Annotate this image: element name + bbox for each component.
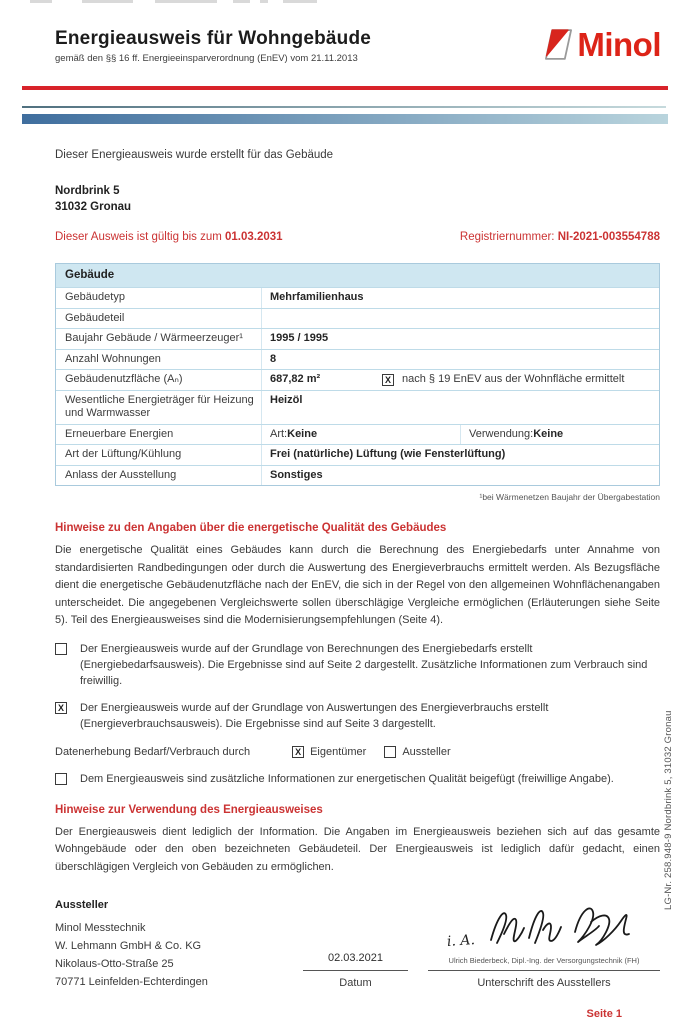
validity-left	[55, 230, 283, 245]
document-body	[55, 140, 660, 1022]
checkbox-item-verbrauchsausweis	[55, 700, 660, 732]
issuer-line: Nikolaus-Otto-Straße 25	[55, 958, 174, 970]
verbrauchsausweis-checkbox: X	[55, 702, 67, 714]
minol-logo-icon	[545, 29, 572, 65]
data-collection-row	[55, 745, 660, 760]
table-row	[56, 465, 659, 486]
row-label: Gebäudeteil	[65, 311, 125, 324]
renewable-art-value: Keine	[287, 427, 318, 440]
row-label: Gebäudetyp	[65, 291, 125, 303]
row-value	[261, 309, 659, 329]
minol-logo	[545, 26, 661, 65]
date-column	[303, 951, 408, 991]
date-label: Datum	[339, 977, 372, 989]
signature-label: Unterschrift des Ausstellers	[477, 977, 611, 989]
page-number: Seite 1	[586, 1008, 622, 1020]
registry-right	[460, 230, 660, 245]
row-label: Erneuerbare Energien	[65, 427, 174, 440]
quality-section-heading: Hinweise zu den Angaben über die energetische Qualität des Gebäudes	[55, 522, 447, 534]
registry-label: Registriernummer:	[459, 231, 555, 243]
thin-gradient-divider	[22, 106, 666, 108]
scan-artifact-dash	[30, 0, 52, 3]
row-label: Wesentliche Energieträger für Heizung und Warmwasser	[65, 393, 254, 419]
row-label: Baujahr Gebäude / Wärmeerzeuger¹	[65, 332, 243, 344]
issuer-checkbox	[384, 746, 396, 758]
table-row	[56, 349, 659, 370]
blue-gradient-bar	[22, 114, 668, 124]
row-label: Gebäudenutzfläche (Aₙ)	[65, 373, 183, 385]
intro-line: Dieser Energieausweis wurde erstellt für das Gebäude	[55, 149, 334, 161]
address-street: Nordbrink 5	[55, 185, 120, 197]
renewable-usage-value: Keine	[533, 427, 564, 440]
verbrauchsausweis-text: Der Energieausweis wurde auf der Grundlage von Auswertungen des Energieverbrauchs erstellt (Energieverbrauchsausweis). Die Ergebnisse sind auf Seite 3 dargestellt.	[80, 701, 549, 730]
scan-artifact-dash	[155, 0, 217, 3]
bedarfsausweis-checkbox	[55, 643, 67, 655]
table-row-area	[56, 369, 659, 390]
checkbox-item-bedarfsausweis	[55, 641, 660, 689]
table-row-renewable	[56, 424, 659, 445]
table-footnote: ¹bei Wärmenetzen Baujahr der Übergabestation	[479, 492, 660, 502]
data-collection-owner	[292, 745, 366, 760]
building-table-title: Gebäude	[56, 264, 659, 287]
issue-date: 02.03.2021	[303, 951, 408, 971]
row-value: 687,82 m²	[261, 370, 374, 390]
row-value: Mehrfamilienhaus	[261, 288, 659, 308]
building-table	[55, 263, 660, 486]
issuer-line: W. Lehmann GmbH & Co. KG	[55, 940, 202, 952]
bedarfsausweis-text: Der Energieausweis wurde auf der Grundlage von Berechnungen des Energiebedarfs erstellt (Energiebedarfsausweis). Die Ergebnisse sind auf Seite 2 dargestellt. Zusätzliche Informationen zum Verbrauch sind freiwillig.	[80, 642, 648, 687]
row-label: Anzahl Wohnungen	[65, 352, 161, 365]
issuer-line: Minol Messtechnik	[55, 922, 146, 934]
row-label: Art der Lüftung/Kühlung	[65, 448, 182, 460]
owner-label: Eigentümer	[310, 745, 367, 758]
area-method-cell	[374, 370, 659, 390]
scan-artifact-dash	[233, 0, 250, 3]
side-registration-note: LG-Nr. 258.948-9 Nordbrink 5, 31032 Gronau	[663, 710, 674, 910]
renewable-art-label: Art:	[270, 427, 288, 440]
minol-logo-text: Minol	[577, 26, 661, 63]
additional-info-text: Dem Energieausweis sind zusätzliche Informationen zur energetischen Qualität beigefügt (freiwillige Angabe).	[80, 772, 614, 785]
registry-number: NI-2021-003554788	[557, 231, 660, 243]
title-block	[55, 28, 371, 64]
data-collection-label: Datenerhebung Bedarf/Verbrauch durch	[55, 745, 251, 758]
table-row	[56, 308, 659, 329]
row-value: 8	[261, 350, 659, 370]
renewable-art-cell	[261, 425, 460, 445]
row-label: Anlass der Ausstellung	[65, 468, 177, 481]
validity-label: Dieser Ausweis ist gültig bis zum	[55, 231, 222, 243]
red-divider-bar	[22, 86, 668, 90]
scan-artifact-dash	[283, 0, 317, 3]
signature-prefix: i. A.	[446, 932, 476, 950]
checkbox-item-additional-info	[55, 771, 660, 787]
row-value: Frei (natürliche) Lüftung (wie Fensterlüftung)	[261, 445, 659, 465]
building-address	[55, 183, 660, 215]
table-row	[56, 287, 659, 308]
quality-section-body: Die energetische Qualität eines Gebäudes kann durch die Berechnung des Energiebedarfs unter Annahme von standardisierten Randbedingungen oder durch die Auswertung des Energieverbrauchs ermittelt werden. Als Bezugsfläche dient die energetische Gebäudenutzfläche nach der EnEV, die sich in der Regel von den allgemeinen Wohnflächenangaben unterscheidet. Die angegebenen Vergleichswerte sollen überschlägige Vergleiche ermöglichen (Erläuterungen siehe Seite 5). Teil des Energieausweises sind die Modernisierungsempfehlungen (Seite 4).	[55, 544, 660, 626]
issuer-line: 70771 Leinfelden-Echterdingen	[55, 976, 208, 988]
area-method-checkbox: X	[382, 374, 394, 386]
signature-column	[428, 903, 660, 991]
owner-checkbox: X	[292, 746, 304, 758]
issuer-signature-row	[55, 898, 660, 991]
validity-date: 01.03.2031	[225, 231, 283, 243]
scan-artifact-dash	[82, 0, 133, 3]
issuer-block	[55, 898, 303, 991]
scan-artifact-dash	[260, 0, 268, 3]
signatory-name: Ulrich Biederbeck, Dipl.-Ing. der Versorgungstechnik (FH)	[428, 953, 660, 971]
row-value: Heizöl	[261, 391, 659, 424]
page-title: Energieausweis für Wohngebäude	[55, 28, 372, 49]
area-method-note: nach § 19 EnEV aus der Wohnfläche ermittelt	[402, 373, 625, 385]
validity-line	[55, 230, 660, 245]
issuer-label: Aussteller	[402, 745, 451, 758]
renewable-usage-label: Verwendung:	[469, 427, 534, 440]
address-city: 31032 Gronau	[55, 201, 132, 213]
page-subtitle: gemäß den §§ 16 ff. Energieeinsparverordnung (EnEV) vom 21.11.2013	[55, 53, 358, 64]
renewable-usage-cell	[460, 425, 659, 445]
table-row	[56, 444, 659, 465]
table-row	[56, 390, 659, 424]
additional-info-checkbox	[55, 773, 67, 785]
signature-image	[483, 900, 641, 957]
data-collection-issuer	[384, 745, 450, 760]
table-row	[56, 328, 659, 349]
usage-section-body: Der Energieausweis dient lediglich der Information. Die Angaben im Energieausweis beziehen sich auf das gesamte Wohngebäude oder den oben bezeichneten Gebäudeteil. Der Energieausweis ist lediglich dafür gedacht, einen überschlägigen Vergleich von Gebäuden zu ermöglichen.	[55, 825, 660, 873]
row-value: Sonstiges	[261, 466, 659, 486]
document-header	[55, 28, 661, 65]
usage-section-heading: Hinweise zur Verwendung des Energieausweises	[55, 803, 323, 816]
row-value: 1995 / 1995	[261, 329, 659, 349]
issuer-heading: Aussteller	[55, 899, 109, 911]
signature-area	[428, 903, 660, 957]
